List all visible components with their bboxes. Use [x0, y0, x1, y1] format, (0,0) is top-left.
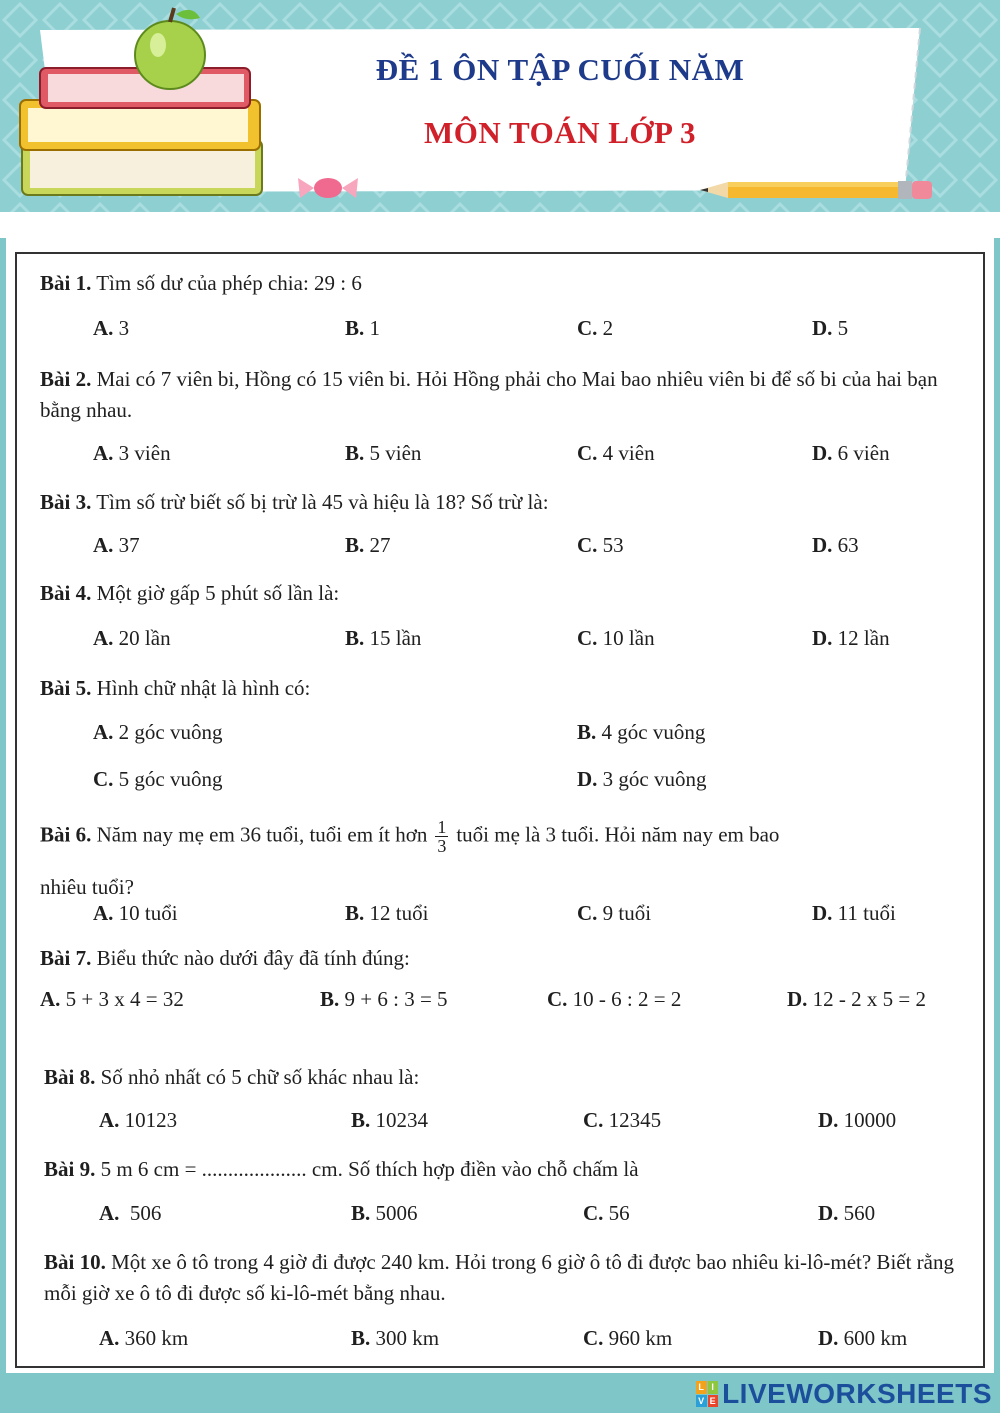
question-7: Bài 7. Biểu thức nào dưới đây đã tính đúng:: [40, 946, 410, 970]
q8-option-c[interactable]: C. 12345: [583, 1108, 662, 1132]
question-8: Bài 8. Số nhỏ nhất có 5 chữ số khác nhau là:: [44, 1065, 420, 1089]
q8-option-a[interactable]: A. 10123: [99, 1108, 178, 1132]
q2-option-d[interactable]: D. 6 viên: [812, 441, 890, 465]
q5-option-b[interactable]: B. 4 góc vuông: [577, 720, 706, 744]
q3-option-b[interactable]: B. 27: [345, 533, 391, 557]
question-10: Bài 10. Một xe ô tô trong 4 giờ đi được 240 km. Hỏi trong 6 giờ ô tô đi được bao nhiêu ki-lô-mét? Biết rằng mỗi giờ xe ô tô đi được số ki-lô-mét bằng nhau.: [44, 1250, 954, 1305]
banner-pattern: [0, 0, 1000, 212]
left-border-strip: [0, 238, 6, 1373]
q1-option-a[interactable]: A. 3: [93, 316, 130, 340]
question-5: Bài 5. Hình chữ nhật là hình có:: [40, 676, 311, 700]
q5-option-d[interactable]: D. 3 góc vuông: [577, 767, 707, 791]
q1-option-b[interactable]: B. 1: [345, 316, 381, 340]
q3-option-d[interactable]: D. 63: [812, 533, 859, 557]
q2-option-c[interactable]: C. 4 viên: [577, 441, 655, 465]
question-1: Bài 1. Tìm số dư của phép chia: 29 : 6: [40, 271, 362, 295]
q7-option-a[interactable]: A. 5 + 3 x 4 = 32: [40, 987, 184, 1011]
question-6: Bài 6. Năm nay mẹ em 36 tuổi, tuổi em ít hơn $\frac{1}{3}$ tuổi mẹ là 3 tuổi. Hỏi năm nay em bao: [40, 817, 780, 856]
liveworksheets-mark-icon: L I V E: [698, 1382, 717, 1406]
question-6-line2: nhiêu tuổi?: [40, 875, 134, 899]
q3-option-c[interactable]: C. 53: [577, 533, 624, 557]
liveworksheets-logo[interactable]: [696, 1378, 992, 1410]
q2-option-a[interactable]: A. 3 viên: [93, 441, 171, 465]
q6-option-b[interactable]: B. 12 tuổi: [345, 901, 429, 925]
liveworksheets-text: LIVEWORKSHEETS: [722, 1378, 992, 1409]
q10-option-d[interactable]: D. 600 km: [818, 1326, 908, 1350]
q1-option-c[interactable]: C. 2: [577, 316, 614, 340]
q7-option-d[interactable]: D. 12 - 2 x 5 = 2: [787, 987, 927, 1011]
question-2: Bài 2. Mai có 7 viên bi, Hồng có 15 viên bi. Hỏi Hồng phải cho Mai bao nhiêu viên bi để số bi của hai bạn bằng nhau.: [40, 367, 938, 422]
q8-option-d[interactable]: D. 10000: [818, 1108, 897, 1132]
q6-option-d[interactable]: D. 11 tuổi: [812, 901, 896, 925]
header-banner: [0, 0, 1000, 212]
worksheet-subtitle: MÔN TOÁN LỚP 3: [424, 115, 696, 150]
q9-option-a[interactable]: A. 506: [99, 1201, 162, 1225]
q4-option-a[interactable]: A. 20 lần: [93, 626, 171, 650]
q4-option-c[interactable]: C. 10 lần: [577, 626, 655, 650]
q1-option-d[interactable]: D. 5: [812, 316, 849, 340]
q2-option-b[interactable]: B. 5 viên: [345, 441, 422, 465]
q9-option-d[interactable]: D. 560: [818, 1201, 876, 1225]
worksheet-title: ĐỀ 1 ÔN TẬP CUỐI NĂM: [375, 52, 745, 87]
q3-option-a[interactable]: A. 37: [93, 533, 140, 557]
pencil-illustration: [700, 181, 932, 199]
fraction-one-third: $\frac{1}{3}$: [437, 817, 447, 856]
q10-option-c[interactable]: C. 960 km: [583, 1326, 673, 1350]
q5-option-c[interactable]: C. 5 góc vuông: [93, 767, 223, 791]
question-3: Bài 3. Tìm số trừ biết số bị trừ là 45 và hiệu là 18? Số trừ là:: [40, 490, 549, 514]
q6-option-c[interactable]: C. 9 tuổi: [577, 901, 652, 925]
q9-option-b[interactable]: B. 5006: [351, 1201, 418, 1225]
question-9: Bài 9. 5 m 6 cm = .................... cm. Số thích hợp điền vào chỗ chấm là: [44, 1157, 639, 1181]
q4-option-d[interactable]: D. 12 lần: [812, 626, 890, 650]
books-illustration: [20, 68, 262, 195]
q7-option-b[interactable]: B. 9 + 6 : 3 = 5: [320, 987, 448, 1011]
q9-option-c[interactable]: C. 56: [583, 1201, 630, 1225]
q5-option-a[interactable]: A. 2 góc vuông: [93, 720, 223, 744]
q7-option-c[interactable]: C. 10 - 6 : 2 = 2: [547, 987, 682, 1011]
question-4: Bài 4. Một giờ gấp 5 phút số lần là:: [40, 581, 340, 605]
q6-option-a[interactable]: A. 10 tuổi: [93, 901, 178, 925]
right-border-strip: [994, 238, 1000, 1373]
q10-option-b[interactable]: B. 300 km: [351, 1326, 440, 1350]
q10-option-a[interactable]: A. 360 km: [99, 1326, 189, 1350]
q8-option-b[interactable]: B. 10234: [351, 1108, 429, 1132]
q4-option-b[interactable]: B. 15 lần: [345, 626, 422, 650]
